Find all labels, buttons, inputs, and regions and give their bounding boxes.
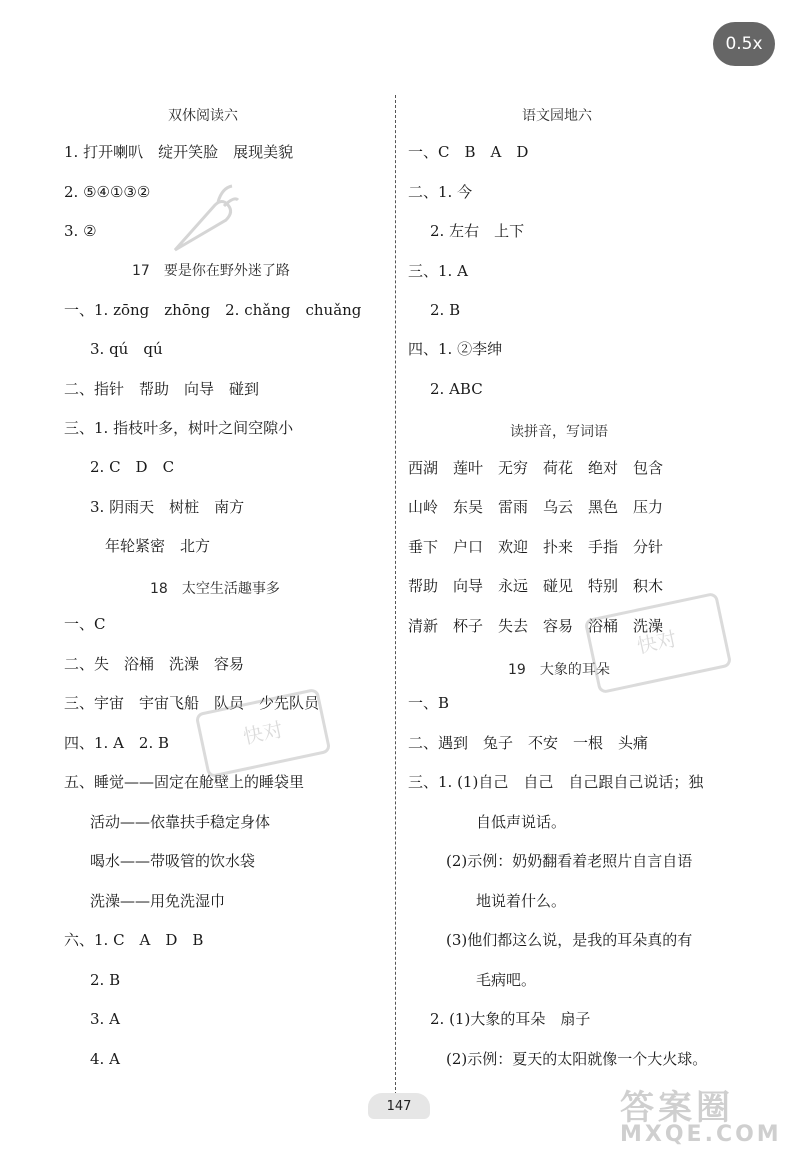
- section-title-weekend-reading: 双休阅读六: [168, 108, 238, 124]
- answer-line: 六、1. C A D B: [64, 931, 204, 949]
- page-number: 147: [368, 1093, 430, 1119]
- answer-line: 活动——依靠扶手稳定身体: [90, 813, 271, 831]
- answer-line: 毛病吧。: [476, 971, 537, 989]
- answer-line: (3)他们都这么说，是我的耳朵真的有: [446, 931, 693, 949]
- answer-line: (2)示例：奶奶翻看着老照片自言自语: [446, 852, 693, 870]
- answer-line: 3. qú qú: [90, 340, 163, 358]
- answer-line: 年轮紧密 北方: [105, 537, 211, 555]
- answer-line: 一、B: [408, 694, 450, 712]
- column-divider: [395, 95, 396, 1105]
- answer-line: 地说着什么。: [476, 892, 567, 910]
- answer-line: 1. 打开喇叭 绽开笑脸 展现美貌: [64, 143, 294, 161]
- word-row: 清新 杯子 失去 容易 浴桶 洗澡: [408, 617, 664, 635]
- answer-line: 2. ⑤④①③②: [64, 183, 151, 201]
- section-title-chinese-garden: 语文园地六: [522, 108, 592, 124]
- answer-line: 2. (1)大象的耳朵 扇子: [430, 1010, 591, 1028]
- daanquan-watermark: 答案圈: [620, 1088, 734, 1128]
- answer-line: 二、遇到 兔子 不安 一根 头痛: [408, 734, 649, 752]
- answer-line: 一、1. zōng zhōng 2. chǎng chuǎng: [64, 301, 362, 319]
- answer-line: 三、1. A: [408, 262, 468, 280]
- answer-line: 2. C D C: [90, 458, 175, 476]
- answer-line: 四、1. A 2. B: [64, 734, 170, 752]
- answer-line: 二、指针 帮助 向导 碰到: [64, 380, 260, 398]
- word-row: 帮助 向导 永远 碰见 特别 积木: [408, 577, 664, 595]
- answer-line: 4. A: [90, 1050, 120, 1068]
- answer-line: 自低声说话。: [476, 813, 567, 831]
- kuaidui-stamp-watermark: 快对: [584, 592, 733, 695]
- answer-line: 二、1. 今: [408, 183, 473, 201]
- answer-line: 四、1. ②李绅: [408, 340, 503, 358]
- answer-line: 三、1. 指枝叶多，树叶之间空隙小: [64, 419, 294, 437]
- section-title-pinyin-words: 读拼音，写词语: [510, 424, 608, 440]
- word-row: 西湖 莲叶 无穷 荷花 绝对 包含: [408, 459, 664, 477]
- answer-line: 五、睡觉——固定在舱壁上的睡袋里: [64, 773, 305, 791]
- answer-line: 3. A: [90, 1010, 120, 1028]
- answer-line: 一、C: [64, 615, 106, 633]
- answer-line: 喝水——带吸管的饮水袋: [90, 852, 256, 870]
- answer-line: 2. 左右 上下: [430, 222, 525, 240]
- answer-line: 2. ABC: [430, 380, 483, 398]
- answer-line: 3. 阴雨天 树桩 南方: [90, 498, 245, 516]
- answer-line: 2. B: [90, 971, 121, 989]
- section-title-lesson-18: 18 太空生活趣事多: [150, 581, 280, 597]
- answer-line: 二、失 浴桶 洗澡 容易: [64, 655, 245, 673]
- answer-line: (2)示例：夏天的太阳就像一个大火球。: [446, 1050, 708, 1068]
- answer-line: 三、宇宙 宇宙飞船 队员 少先队员: [64, 694, 320, 712]
- kuaidui-stamp-watermark: 快对: [195, 688, 332, 779]
- section-title-lesson-19: 19 大象的耳朵: [508, 662, 610, 678]
- section-title-lesson-17: 17 要是你在野外迷了路: [132, 263, 290, 279]
- word-row: 垂下 户口 欢迎 扑来 手指 分针: [408, 538, 664, 556]
- carrot-watermark-icon: [160, 180, 240, 260]
- answer-line: 三、1. (1)自己 自己 自己跟自己说话；独: [408, 773, 704, 791]
- mxqe-watermark: MXQE.COM: [620, 1122, 782, 1147]
- answer-line: 洗澡——用免洗湿巾: [90, 892, 226, 910]
- word-row: 山岭 东吴 雷雨 乌云 黑色 压力: [408, 498, 664, 516]
- answer-line: 3. ②: [64, 222, 97, 240]
- answer-line: 2. B: [430, 301, 461, 319]
- playback-speed-badge[interactable]: 0.5x: [713, 22, 775, 66]
- answer-line: 一、C B A D: [408, 143, 529, 161]
